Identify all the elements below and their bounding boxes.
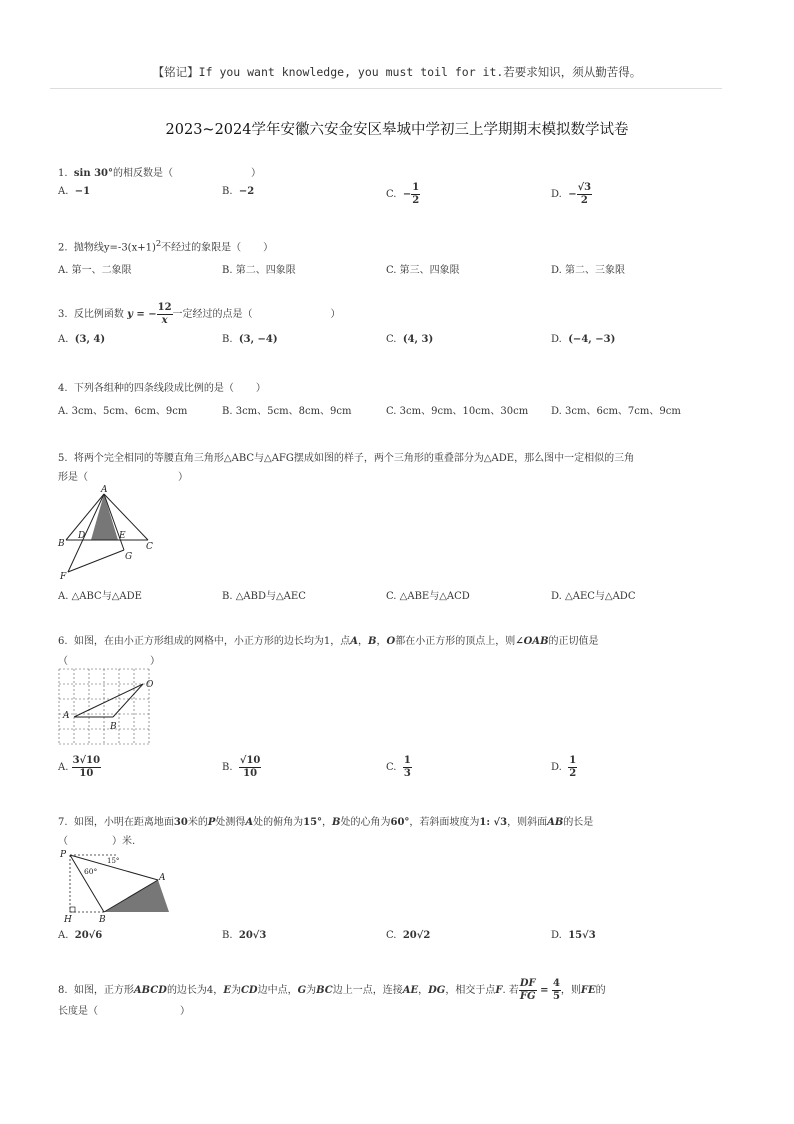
option-value: △ABC与△ADE (71, 591, 142, 602)
question-1 (58, 164, 261, 179)
segment-cd: CD (240, 985, 258, 996)
question-text: 的边长为4， (166, 985, 224, 996)
square-abcd: ABCD (133, 985, 167, 996)
question-number: 7. (58, 817, 68, 828)
paren: ） (150, 656, 160, 667)
ratio-value (552, 978, 561, 1003)
segment-ao (74, 684, 143, 717)
paren: ） (180, 1006, 190, 1017)
label-g: G (125, 552, 133, 562)
paren: ） (330, 309, 341, 320)
option-label: B. (222, 762, 233, 773)
option-label: A. (58, 406, 69, 417)
option-a[interactable] (58, 930, 102, 941)
point-f: F (495, 985, 503, 996)
option-fraction (577, 182, 593, 207)
point-a: A (350, 636, 359, 647)
grid-lines (59, 669, 149, 744)
option-value: −2 (238, 186, 255, 197)
option-b[interactable] (222, 587, 306, 602)
question-text: 的正切值是 (548, 636, 599, 647)
question-6-line2 (58, 652, 160, 667)
value-30: 30 (173, 817, 188, 828)
q2-options (58, 261, 738, 285)
option-value: (3, 4) (74, 334, 106, 345)
ratio-fraction (519, 978, 537, 1003)
value-slope: 1: √3 (479, 817, 508, 828)
question-text: ，相交于点 (445, 985, 496, 996)
option-c[interactable] (386, 334, 433, 345)
denominator: x (161, 315, 168, 326)
option-b[interactable] (222, 334, 278, 345)
option-label: A. (58, 186, 69, 197)
question-7 (58, 813, 593, 828)
point-a: A (245, 817, 254, 828)
option-a[interactable] (58, 261, 132, 276)
option-a[interactable] (58, 186, 90, 197)
option-label: B. (222, 406, 233, 417)
denominator: 2 (412, 195, 420, 206)
denominator: 2 (569, 768, 577, 779)
segment-ae: AE (402, 985, 419, 996)
question-text: 边上一点，连接 (332, 985, 403, 996)
option-label: A. (58, 591, 69, 602)
option-label: C. (386, 406, 397, 417)
option-label: C. (386, 762, 397, 773)
question-number: 8. (58, 985, 68, 996)
option-c[interactable] (386, 182, 420, 207)
option-label: A. (58, 762, 69, 773)
question-text: 长度是（ (58, 1006, 98, 1017)
question-5 (58, 449, 634, 464)
numerator: 12 (157, 302, 172, 313)
option-label: C. (386, 265, 397, 276)
exponent: 2 (155, 238, 162, 248)
numerator: 3√10 (72, 755, 101, 766)
option-sign: − (402, 189, 412, 200)
option-label: D. (551, 265, 562, 276)
option-d[interactable] (551, 402, 681, 417)
option-value: 3cm、9cm、10cm、30cm (399, 406, 529, 417)
option-value: (−4, −3) (568, 334, 616, 345)
option-label: B. (222, 591, 233, 602)
question-8-line2 (58, 1002, 190, 1017)
function-fraction (157, 302, 173, 327)
option-label: D. (551, 930, 562, 941)
option-value: 3cm、5cm、6cm、9cm (71, 406, 188, 417)
question-7-line2 (58, 832, 135, 847)
option-value: △ABE与△ACD (399, 591, 470, 602)
option-d[interactable] (551, 261, 625, 276)
question-text: 不经过的象限是（ (161, 242, 242, 254)
question-text: 抛物线y=-3(x+1) (73, 242, 156, 254)
option-value: 第一、二象限 (71, 265, 132, 276)
question-text: 的长是 (563, 817, 594, 828)
option-c[interactable] (386, 261, 460, 276)
denominator: 5 (552, 991, 560, 1002)
option-fraction (239, 755, 262, 780)
option-label: D. (551, 406, 562, 417)
question-3 (58, 302, 341, 327)
grid-figure (56, 667, 160, 755)
option-value: 20√3 (238, 930, 267, 941)
option-value: 20√2 (402, 930, 431, 941)
question-number: 6. (58, 636, 68, 647)
option-b[interactable] (222, 186, 254, 197)
denominator: FG (519, 991, 536, 1002)
option-d[interactable] (551, 334, 615, 345)
numerator: 1 (569, 755, 577, 766)
option-d[interactable] (551, 182, 592, 207)
option-d[interactable] (551, 755, 577, 780)
overlap-region (91, 494, 118, 540)
option-label: A. (58, 930, 69, 941)
question-text: 的 (595, 985, 606, 996)
value-15deg: 15° (303, 817, 323, 828)
option-label: D. (551, 762, 562, 773)
question-number: 5. (58, 453, 68, 464)
option-label: C. (386, 189, 397, 200)
segment-bo (113, 684, 143, 717)
question-number: 4. (58, 383, 68, 394)
question-4 (58, 379, 266, 394)
numerator: DF (519, 978, 536, 989)
label-o: O (146, 680, 154, 690)
q7-options (58, 930, 738, 954)
question-text: 下列各组种的四条线段成比例的是（ (73, 383, 234, 394)
option-label: B. (222, 930, 233, 941)
triangles-figure (56, 484, 166, 584)
paren: （ (58, 656, 68, 667)
question-text: 为 (306, 985, 317, 996)
math-expr: y = − (127, 309, 157, 320)
option-value: 第二、三象限 (565, 265, 626, 276)
option-label: B. (222, 265, 233, 276)
label-a: A (159, 873, 166, 883)
question-text: 如图，正方形 (73, 985, 134, 996)
question-text: 都在小正方形的顶点上，则 (395, 636, 516, 647)
numerator: √10 (239, 755, 261, 766)
option-label: C. (386, 930, 397, 941)
option-label: A. (58, 334, 69, 345)
right-angle-mark (70, 907, 75, 912)
equals-sign: = (536, 985, 552, 996)
denominator: 10 (243, 768, 258, 779)
point-b: B (332, 817, 341, 828)
option-value: △AEC与△ADC (565, 591, 636, 602)
numerator: 1 (412, 182, 420, 193)
question-number: 2. (58, 242, 68, 254)
question-text: 为 (230, 985, 241, 996)
point-p: P (207, 817, 216, 828)
question-text: 如图，在由小正方形组成的网格中，小正方形的边长均为1，点 (73, 636, 351, 647)
option-label: C. (386, 334, 397, 345)
question-text: . 若 (502, 985, 519, 996)
question-text: 的相反数是（ (113, 168, 174, 179)
q4-options (58, 402, 738, 426)
option-c[interactable] (386, 402, 528, 417)
question-text: ， (418, 985, 429, 996)
question-number: 1. (58, 168, 68, 179)
option-a[interactable] (58, 755, 101, 780)
option-label: C. (386, 591, 397, 602)
option-value: −1 (74, 186, 91, 197)
option-sign: − (568, 189, 577, 200)
label-b: B (58, 539, 65, 549)
point-o: O (386, 636, 396, 647)
question-text: 反比例函数 (73, 309, 124, 320)
label-h: H (64, 915, 72, 925)
value-60deg: 60° (390, 817, 410, 828)
paren: ） (178, 472, 188, 483)
option-label: D. (551, 591, 562, 602)
question-5-line2 (58, 468, 188, 483)
option-value: 第三、四象限 (399, 265, 460, 276)
option-value: △ABD与△AEC (235, 591, 306, 602)
question-text: 形是（ (58, 472, 88, 483)
option-b[interactable] (222, 930, 266, 941)
option-a[interactable] (58, 334, 105, 345)
label-15deg: 15° (107, 857, 120, 865)
option-label: A. (58, 265, 69, 276)
label-a: A (101, 485, 108, 495)
question-text: 边中点， (257, 985, 298, 996)
label-d: D (78, 531, 86, 541)
question-text: 处测得 (215, 817, 246, 828)
question-6: 6. 如图，在由小正方形组成的网格中，小正方形的边长均为1，点A，B，O都在小正方形的顶点上，则∠OAB的正切值是 (58, 636, 599, 647)
q5-options (58, 587, 738, 611)
denominator: 3 (403, 768, 411, 779)
numerator: √3 (577, 182, 592, 193)
segment-fe: FE (580, 985, 596, 996)
label-f: F (60, 572, 67, 582)
denominator: 2 (580, 195, 588, 206)
paren-unit: ）米. (112, 836, 136, 847)
paren: ） (251, 168, 262, 179)
question-text: ， (322, 817, 333, 828)
option-a[interactable] (58, 587, 142, 602)
paren: ） (255, 383, 266, 394)
option-d[interactable] (551, 930, 596, 941)
option-value: 20√6 (74, 930, 103, 941)
question-text: ，则 (560, 985, 581, 996)
option-label: D. (551, 334, 562, 345)
option-c[interactable] (386, 930, 430, 941)
option-b[interactable] (222, 261, 296, 276)
question-text: 处的心角为 (340, 817, 391, 828)
question-text: 米的 (187, 817, 208, 828)
option-fraction (72, 755, 101, 780)
question-text: 处的俯角为 (253, 817, 304, 828)
option-fraction (403, 755, 412, 780)
option-c[interactable] (386, 587, 470, 602)
option-a[interactable] (58, 402, 187, 417)
page-title: 2023~2024学年安徽六安金安区皋城中学初三上学期期末模拟数学试卷 (165, 122, 629, 138)
option-label: B. (222, 186, 233, 197)
paren: ） (263, 242, 274, 254)
label-b: B (99, 915, 106, 925)
header-divider (50, 88, 722, 89)
label-c: C (146, 542, 153, 552)
segment-ab: AB (547, 817, 564, 828)
q6-options (58, 755, 738, 779)
numerator: 4 (552, 978, 560, 989)
option-value: (3, −4) (238, 334, 278, 345)
slope-figure (56, 847, 176, 927)
option-label: B. (222, 334, 233, 345)
label-60deg: 60° (84, 867, 98, 876)
point-e: E (223, 985, 231, 996)
option-value: 15√3 (568, 930, 596, 941)
question-text: 如图，小明在距离地面 (73, 817, 174, 828)
option-fraction (411, 182, 420, 207)
motto-header: 【铭记】If you want knowledge, you must toil for it.若要求知识，须从勤苦得。 (152, 65, 642, 79)
label-a: A (63, 711, 70, 721)
option-value: (4, 3) (402, 334, 434, 345)
option-value: 第二、四象限 (235, 265, 296, 276)
segment-dg: DG (428, 985, 446, 996)
question-text: 一定经过的点是（ (172, 309, 253, 320)
paren: （ (58, 836, 68, 847)
label-p: P (60, 850, 67, 860)
option-fraction (568, 755, 577, 780)
label-b: B (110, 722, 117, 732)
option-b[interactable] (222, 755, 261, 780)
option-label: D. (551, 189, 562, 200)
question-8 (58, 978, 606, 1003)
question-text: ，若斜面坡度为 (409, 817, 480, 828)
denominator: 10 (79, 768, 94, 779)
point-b: B (368, 636, 377, 647)
math-expr: sin 30° (73, 168, 114, 179)
segment-bc: BC (316, 985, 333, 996)
option-value: 3cm、6cm、7cm、9cm (565, 406, 681, 417)
option-b[interactable] (222, 402, 352, 417)
point-g: G (297, 985, 307, 996)
question-2 (58, 238, 273, 253)
q1-options (58, 182, 738, 206)
slope-region (104, 880, 169, 912)
question-text: 将两个完全相同的等腰直角三角形△ABC与△AFG摆成如图的样子，两个三角形的重叠部分为△ADE，那么图中一定相似的三角 (73, 453, 635, 464)
option-c[interactable] (386, 755, 412, 780)
option-d[interactable] (551, 587, 635, 602)
option-value: 3cm、5cm、8cm、9cm (235, 406, 352, 417)
numerator: 1 (403, 755, 411, 766)
angle-oab: ∠OAB (515, 636, 549, 647)
question-number: 3. (58, 309, 68, 320)
q3-options (58, 334, 738, 358)
label-e: E (119, 531, 126, 541)
question-text: ，则斜面 (507, 817, 548, 828)
